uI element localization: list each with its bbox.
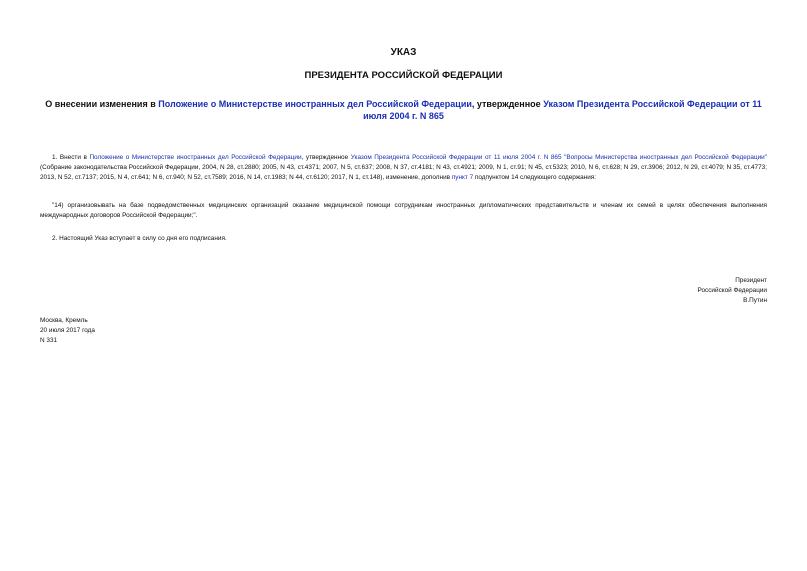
p1-link-decree[interactable]: Указом Президента Российской Федерации от 11 июля 2004 г. N 865 (350, 154, 562, 161)
signature-country: Российской Федерации (697, 287, 767, 294)
signature-block (698, 276, 768, 306)
signature-name: В.Путин (743, 297, 767, 304)
paragraph-2: "14) организовывать на базе подведомственных медицинских организаций оказание медицинской помощи сотрудникам иностранных дипломатических представительств и членам их семей в целях обеспечения выполнения международных договоров Российской Федерации;". (40, 202, 767, 219)
p1-link-point-7[interactable]: пункт 7 (451, 174, 474, 181)
place-date: 20 июля 2017 года (40, 327, 95, 334)
link-decree-865[interactable]: Указом Президента Российской Федерации от 11 июля 2004 г. N 865 (363, 99, 762, 121)
place-date-block (40, 316, 95, 346)
place-number: N 331 (40, 337, 58, 344)
p1-decree-title[interactable]: "Вопросы Министерства иностранных дел Российской Федерации" (561, 154, 767, 161)
place-city: Москва, Кремль (40, 317, 88, 324)
p1-prefix: 1. Внести в (52, 154, 90, 161)
p1-middle-1: , утвержденное (301, 154, 351, 161)
document-issuer: ПРЕЗИДЕНТА РОССИЙСКОЙ ФЕДЕРАЦИИ (304, 70, 503, 81)
paragraph-1 (40, 153, 767, 183)
signature-position: Президент (735, 277, 767, 284)
subject-prefix: О внесении изменения в (45, 99, 159, 109)
subject-middle: , утвержденное (471, 99, 544, 109)
paragraph-3: 2. Настоящий Указ вступает в силу со дня его подписания. (52, 235, 227, 242)
p1-rest: (Собрание законодательства Российской Федерации, 2004, N 28, ст.2880; 2005, N 43, ст.4371; 2007, N 5, ст.637; 2008, N 37, ст.4181; N 43, ст.4921; 2009, N 1, ст.91; N 45, ст.5323; 2010, N 6, ст.628; N 29, ст.3906; 2012, N 29, ст.4079; N 35, ст.4773; 2013, N 52, ст.7137; 2015, N 4, ст.641; N 6, ст.940; N 52, ст.7589; 2016, N 14, ст.1983; N 44, ст.6120; 2017, N 1, ст.148), изменение, дополнив (40, 164, 767, 181)
link-regulation[interactable]: Положение о Министерстве иностранных дел Российской Федерации (158, 99, 472, 109)
p1-link-regulation[interactable]: Положение о Министерстве иностранных дел Российской Федерации (89, 154, 302, 161)
document-subject (40, 98, 767, 122)
p1-tail: подпунктом 14 следующего содержания: (473, 174, 597, 181)
document-title: УКАЗ (390, 47, 417, 58)
